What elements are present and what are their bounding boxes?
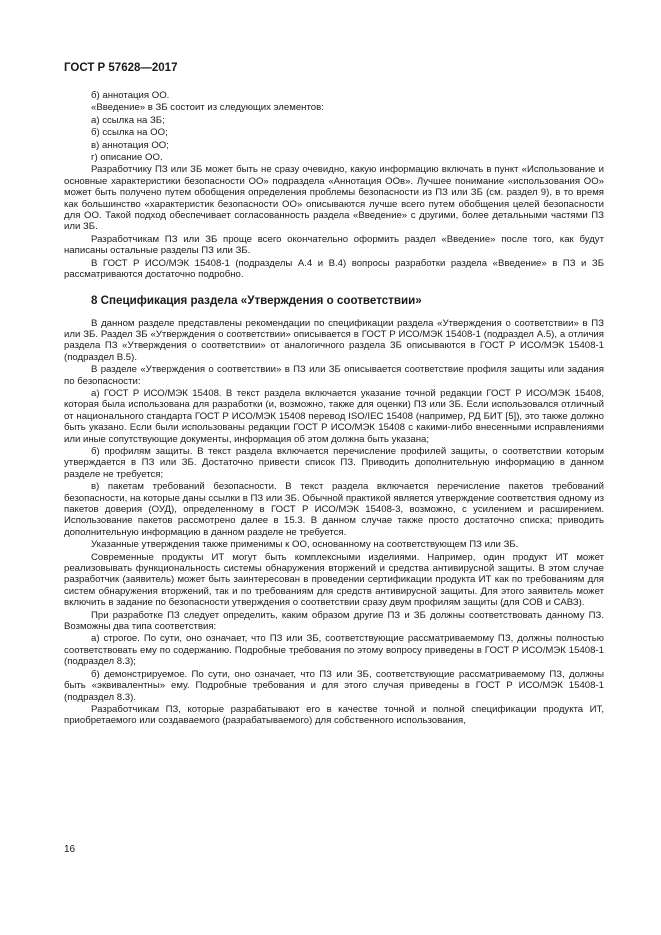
list-item: в) пакетам требований безопасности. В текст раздела включается перечисление пакетов требований безопасности, на которые даны ссылки в ПЗ или ЗБ. Обычной практикой является утверждение соответствия одному из пакетов доверия (ОУД), определенному в ГОСТ Р ИСО/МЭК 15408-3, возможно, с усилением и расширением. Использование пакетов рассмотрено далее в 15.3. В данном случае также просто достаточно списка; приводить дополнительную информацию в данном разделе не требуется. [64, 481, 604, 538]
list-item: а) ГОСТ Р ИСО/МЭК 15408. В текст раздела включается указание точной редакции ГОСТ Р ИСО/МЭК 15408, которая была использована для разработки (и, возможно, также для оценки) ПЗ или ЗБ. Если использовался отличный от национального стандарта ГОСТ Р ИСО/МЭК 15408 перевод ISO/IEC 15408 (например, РД БИТ [5]), это также должно быть указано. Если были использованы редакции ГОСТ Р ИСО/МЭК 15408 с какими-либо внесенными исправлениями или иные сопутствующие документы, информация об этом должна быть указана; [64, 387, 604, 445]
document-header: ГОСТ Р 57628—2017 [64, 62, 178, 74]
list-item: б) профилям защиты. В текст раздела включается перечисление профилей защиты, о соответствии которым утверждается в ПЗ или ЗБ. Достаточно привести список ПЗ. Приводить дополнительную информацию в данном разделе не требуется; [64, 445, 604, 480]
paragraph: Разработчикам ПЗ, которые разрабатывают его в качестве точной и полной спецификации продукта ИТ, приобретаемого или создаваемого (разрабатываемого) для собственного использования, [64, 703, 604, 727]
list-item: б) ссылка на ОО; [91, 127, 168, 139]
paragraph: Современные продукты ИТ могут быть комплексными изделиями. Например, один продукт ИТ может реализовывать функциональность системы обнаружения вторжений и средства антивирусной защиты. В этом случае разработчик (заявитель) может быть заинтересован в проведении сертификации продукта ИТ как по требованиям для систем обнаружения вторжений, так и по требованиям для средств антивирусной защиты. Для этого заявитель может включить в задание по безопасности утверждения о соответствии сразу двум профилям защиты (для СОВ и САВЗ). [64, 551, 604, 609]
list-item: а) ссылка на ЗБ; [91, 114, 165, 126]
list-item: а) строгое. По сути, оно означает, что ПЗ или ЗБ, соответствующие рассматриваемому ПЗ, должны полностью соответствовать ему по содержанию. Подробные требования по этому вопросу приведены в ГОСТ Р ИСО/МЭК 15408-1 (подраздел 8.3); [64, 633, 604, 668]
list-item: г) описание ОО. [91, 152, 163, 164]
paragraph: В разделе «Утверждения о соответствии» в ПЗ или ЗБ описывается соответствие профиля защиты или задания по безопасности: [64, 364, 604, 387]
section-heading: 8 Спецификация раздела «Утверждения о соответствии» [91, 293, 422, 307]
body-text [64, 90, 604, 727]
paragraph: Разработчикам ПЗ или ЗБ проще всего окончательно оформить раздел «Введение» после того, как будут написаны остальные разделы ПЗ или ЗБ. [64, 233, 604, 257]
paragraph: б) аннотация ОО. [91, 90, 170, 101]
list-item: в) аннотация ОО; [91, 139, 169, 151]
paragraph: Разработчику ПЗ или ЗБ может быть не сразу очевидно, какую информацию включать в пункт «Использование и основные характеристики безопасности ОО» подраздела «Аннотация ООв». Лучшее понимание «использования ОО» может быть получено путем обобщения определения проблемы безопасности из ПЗ или ЗБ (см. раздел 9), в то время как большинство «характеристик безопасности ОО» описываются лучше всего путем обобщения целей безопасности для ОО. Такой подход обеспечивает согласованность раздела «Введение» с другими, более детальными частями ПЗ или ЗБ. [64, 164, 604, 233]
paragraph: В ГОСТ Р ИСО/МЭК 15408-1 (подразделы А.4 и В.4) вопросы разработки раздела «Введение» в ПЗ и ЗБ рассматриваются достаточно подробно. [64, 257, 604, 281]
paragraph: Указанные утверждения также применимы к ОО, основанному на соответствующем ПЗ или ЗБ. [91, 539, 519, 551]
list-item: б) демонстрируемое. По сути, оно означает, что ПЗ или ЗБ, соответствующие рассматриваемому ПЗ, должны быть «эквивалентны» ему. Подробные требования и для этого случая приведены в ГОСТ Р ИСО/МЭК 15408-1 (подраздел 8.3). [64, 668, 604, 703]
paragraph: При разработке ПЗ следует определить, каким образом другие ПЗ и ЗБ должны соответствовать данному ПЗ. Возможны два типа соответствия: [64, 609, 604, 633]
paragraph: В данном разделе представлены рекомендации по спецификации раздела «Утверждения о соответствии» в ПЗ или ЗБ. Раздел ЗБ «Утверждения о соответствии» описывается в ГОСТ Р ИСО/МЭК 15408-1 (подраздел А.5), а отличия раздела ПЗ «Утверждения о соответствии» от аналогичного раздела ЗБ описываются в ГОСТ Р ИСО/МЭК 15408-1 (подраздел В.5). [64, 317, 604, 363]
paragraph: «Введение» в ЗБ состоит из следующих элементов: [91, 102, 324, 114]
page-number: 16 [64, 844, 76, 855]
